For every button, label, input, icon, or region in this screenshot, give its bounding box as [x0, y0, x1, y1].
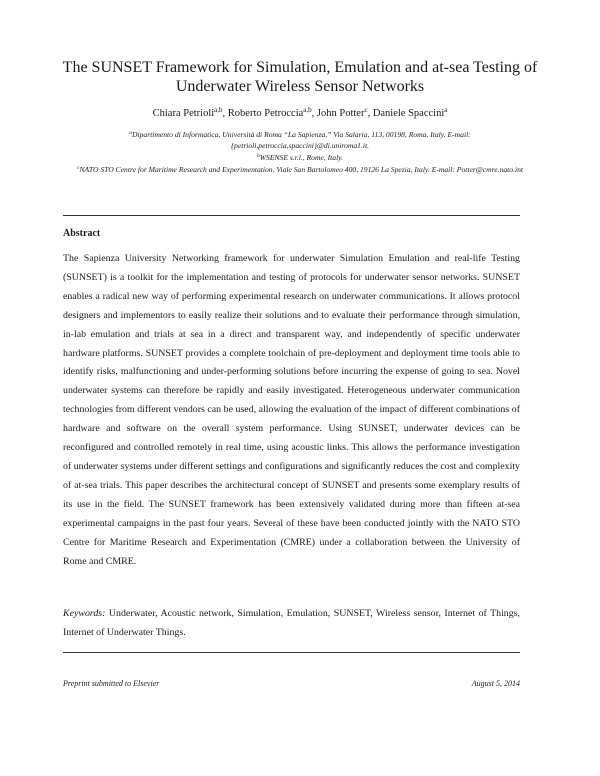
author-list: Chiara Petrioli$^{a,b}$, Roberto Petroccia$^{a,b}$, John Potter$^c$, Daniele Spaccini$^a$	[152, 106, 448, 119]
keywords-text: Underwater, Acoustic network, Simulation, Emulation, SUNSET, Wireless sensor, Internet of Things, Internet of Underwater Things.	[63, 608, 520, 638]
footer-date: August 5, 2014	[471, 679, 520, 688]
affiliation-text: WSENSE s.r.l., Rome, Italy.	[259, 153, 344, 162]
author-affil-mark: a,b	[214, 106, 223, 114]
affiliation	[72, 128, 528, 151]
author-affil-mark: a	[444, 106, 448, 114]
affiliation-mark: a	[129, 130, 133, 136]
author-affil-mark: a,b	[303, 106, 312, 114]
keywords	[63, 605, 520, 643]
abstract-body	[63, 250, 520, 571]
title-line-2: Underwater Wireless Sensor Networks	[175, 78, 425, 95]
abstract-bottom-rule	[63, 652, 520, 653]
affiliation-text: Dipartimento di Informatica, Università di Roma “La Sapienza,” Via Salaria, 113, 00198, Roma, Italy. E-mail: {petrioli,petroccia,spaccini}@di.uniroma1.it.	[132, 130, 471, 150]
title-line-1: The SUNSET Framework for Simulation, Emulation and at-sea Testing of	[62, 59, 538, 76]
affiliation-mark: c	[77, 165, 80, 171]
author-affil-mark: c	[364, 106, 368, 114]
author-name: John Potter	[316, 108, 365, 119]
footer-preprint-note: Preprint submitted to Elsevier	[63, 679, 160, 688]
keywords-label: Keywords:	[63, 608, 106, 619]
paper-title	[60, 58, 540, 96]
abstract-top-rule	[63, 215, 520, 216]
author-name: Chiara Petrioli	[152, 108, 215, 119]
affiliation-mark: b	[256, 153, 260, 159]
author-name: Roberto Petroccia	[227, 108, 304, 119]
abstract-heading: Abstract	[63, 228, 101, 239]
affiliation	[72, 163, 528, 175]
affiliation-text: NATO STO Centre for Maritime Research and Experimentation, Viale San Bartolomeo 400, 19126 La Spezia, Italy. E-mail: Potter@cmre.nato.int	[79, 165, 523, 174]
affiliation	[72, 151, 528, 163]
author-name: Daniele Spaccini	[372, 108, 445, 119]
abstract-text: The Sapienza University Networking framework for underwater Simulation Emulation and real-life Testing (SUNSET) is a toolkit for the implementation and testing of protocols for underwater sensor networks. SUNSET enables a radical new way of performing experimental research on underwater communications. It allows protocol designers and implementors to easily realize their solutions and to evaluate their performance through simulation, in-lab emulation and trials at sea in a direct and transparent way, and independently of specific underwater hardware platforms. SUNSET provides a complete toolchain of pre-deployment and deployment time tools able to identify risks, malfunctioning and under-performing solutions before incurring the expense of going to sea. Novel underwater systems can therefore be rapidly and easily investigated. Heterogeneous underwater communication technologies from different vendors can be used, allowing the evaluation of the impact of different combinations of hardware and software on the overall system performance. Using SUNSET, underwater devices can be reconfigured and controlled remotely in real time, using acoustic links. This allows the performance investigation of underwater systems under different settings and configurations and significantly reduces the cost and complexity of at-sea trials. This paper describes the architectural concept of SUNSET and presents some exemplary results of its use in the field. The SUNSET framework has been extensively validated during more than fifteen at-sea experimental campaigns in the past four years. Several of these have been conducted jointly with the NATO STO Centre for Maritime Research and Experimentation (CMRE) under a collaboration between the University of Rome and CMRE.	[63, 253, 520, 567]
affiliation-list	[72, 128, 528, 175]
